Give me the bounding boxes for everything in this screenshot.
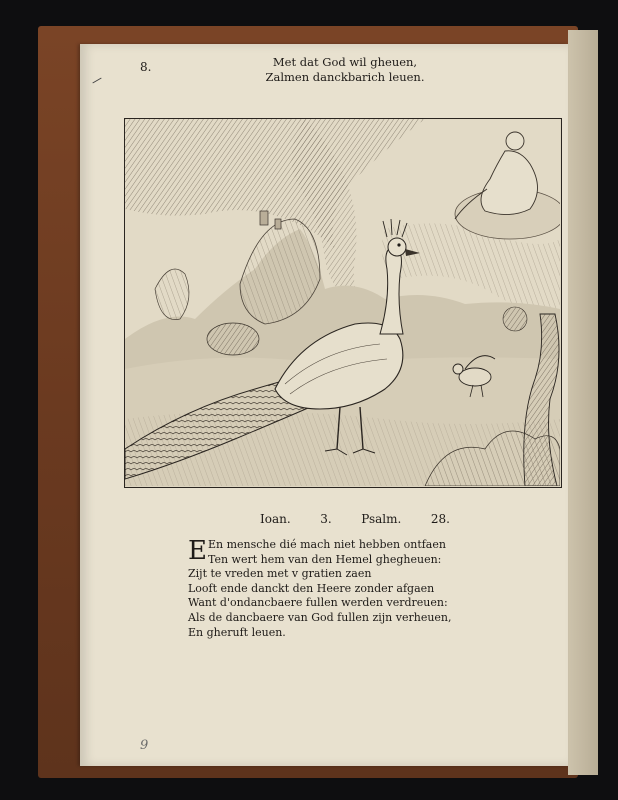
- verse-line-5: Want d'ondancbaere fullen werden verdreuen:: [188, 596, 448, 610]
- pencil-folio-number: 9: [140, 738, 149, 753]
- citation-book: Ioan.: [260, 512, 291, 526]
- page-number: 8.: [140, 60, 152, 74]
- emblem-engraving: [124, 118, 562, 488]
- citation-chapter: 3.: [320, 512, 332, 526]
- verse-line-3: Zijt te vreden met v gratien zaen: [188, 567, 372, 581]
- motto-line-2: Zalmen danckbarich leuen.: [265, 70, 425, 84]
- scripture-citation: [260, 512, 450, 526]
- next-page-edge: [568, 30, 598, 775]
- verse-line-6: Als de dancbaere van God fullen zijn verheuen,: [188, 610, 452, 624]
- verse-line-1: En mensche dié mach niet hebben ontfaen: [207, 538, 446, 551]
- emblem-motto: [230, 55, 460, 85]
- verse-line-4: Looft ende danckt den Heere zonder afgaen: [188, 581, 435, 595]
- citation-psalm-number: 28.: [430, 512, 450, 526]
- motto-line-1: Met dat God wil gheuen,: [272, 55, 418, 69]
- verse-line-2: Ten wert hem van den Hemel ghegheuen:: [207, 552, 442, 566]
- citation-psalm: Psalm.: [361, 512, 402, 526]
- verse-line-7: En gheruft leuen.: [188, 625, 286, 639]
- drop-cap-initial: E: [188, 536, 207, 566]
- emblem-verse: [188, 538, 488, 640]
